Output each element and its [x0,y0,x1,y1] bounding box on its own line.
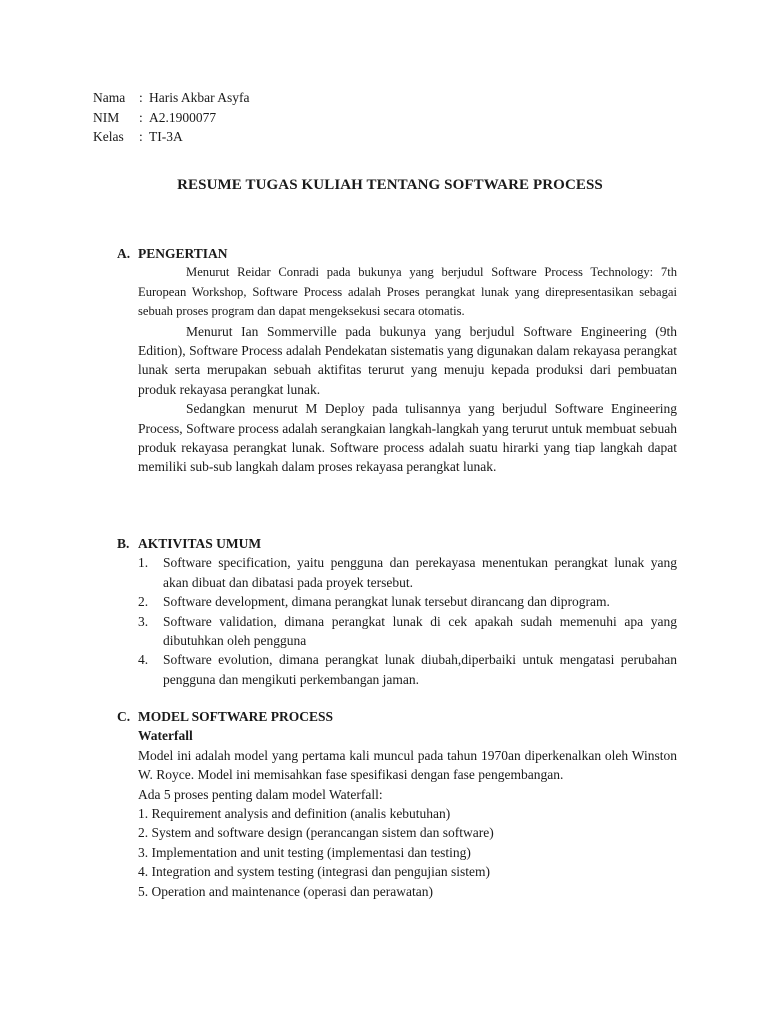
list-item [138,612,677,651]
section-heading [117,534,677,553]
section-body [138,263,677,476]
subsection-title: Waterfall [138,728,193,744]
paragraph: Menurut Reidar Conradi pada bukunya yang berjudul Software Process Technology: 7th European Workshop, Software Process adalah Proses perangkat lunak yang direpresentasikan sebagai sebuah proses program dan dapat mengeksekusi secara otomatis. [138,265,677,319]
step-item: 5. Operation and maintenance (operasi dan perawatan) [138,883,433,899]
identity-row-name [93,88,249,108]
list-item [138,650,677,689]
identity-value: Haris Akbar Asyfa [149,90,250,105]
section-heading [117,244,677,263]
identity-label: NIM [93,109,120,125]
section-letter: B. [117,536,130,551]
identity-separator: : [139,90,143,105]
paragraph: Model ini adalah model yang pertama kali muncul pada tahun 1970an diperkenalkan oleh Winston W. Royce. Model ini memisahkan fase spesifikasi dengan fase pengembangan. [138,747,677,783]
list-number: 2. [138,594,149,610]
identity-value: A2.1900077 [149,109,217,125]
identity-row-class [93,127,249,147]
identity-separator: : [139,129,143,144]
list-text: Software development, dimana perangkat lunak tersebut dirancang dan diprogram. [163,594,610,610]
identity-row-nim [93,108,249,128]
student-identity [93,88,249,147]
list-item [138,553,677,592]
paragraph: Menurut Ian Sommerville pada bukunya yang berjudul Software Engineering (9th Edition), Software Process adalah Pendekatan sistematis yang digunakan dalam rekayasa perangkat lunak serta merupakan sebuah aktifitas terurut yang menuju kepada produksi dari pembuatan produk rekayasa perangkat lunak. [138,323,677,397]
list-number: 4. [138,652,149,668]
identity-value: TI-3A [149,129,183,144]
section-title: PENGERTIAN [138,246,228,261]
section-title: AKTIVITAS UMUM [138,536,262,551]
list-lead: Ada 5 proses penting dalam model Waterfall: [138,786,383,802]
step-item: 2. System and software design (perancangan sistem dan software) [138,825,494,841]
identity-separator: : [139,109,143,125]
step-item: 4. Integration and system testing (integrasi dan pengujian sistem) [138,864,491,880]
list-text: Software specification, yaitu pengguna dan perekayasa menentukan perangkat lunak yang akan dibuat dan dibatasi pada proyek tersebut. [163,555,677,590]
paragraph: Sedangkan menurut M Deploy pada tulisannya yang berjudul Software Engineering Process, Software process adalah serangkaian langkah-langkah yang terurut untuk membuat sebuah produk rekayasa perangkat lunak. Software process adalah suatu hirarki yang tiap langkah dapat memiliki sub-sub langkah dalam proses rekayasa perangkat lunak. [138,401,677,475]
identity-label: Kelas [93,129,124,144]
list-text: Software validation, dimana perangkat lunak di cek apakah sudah memenuhi apa yang dibutuhkan oleh pengguna [163,613,677,649]
list-number: 1. [138,555,149,571]
section-pengertian [117,244,677,477]
list-item [138,592,677,611]
step-item: 1. Requirement analysis and definition (analis kebutuhan) [138,806,451,822]
section-title: MODEL SOFTWARE PROCESS [138,709,334,724]
section-letter: C. [117,709,131,724]
section-body [138,726,677,901]
section-aktivitas-umum [117,534,677,689]
identity-label: Nama [93,90,126,105]
section-heading [117,707,677,726]
step-item: 3. Implementation and unit testing (implementasi dan testing) [138,844,471,860]
section-model-software-process [117,707,677,901]
document-title: RESUME TUGAS KULIAH TENTANG SOFTWARE PROCESS [177,177,603,193]
list-number: 3. [138,613,149,629]
list-text: Software evolution, dimana perangkat lunak diubah,diperbaiki untuk mengatasi perubahan pengguna dan mengikuti perkembangan jaman. [163,652,677,687]
activity-list [138,553,677,689]
section-letter: A. [117,246,131,261]
